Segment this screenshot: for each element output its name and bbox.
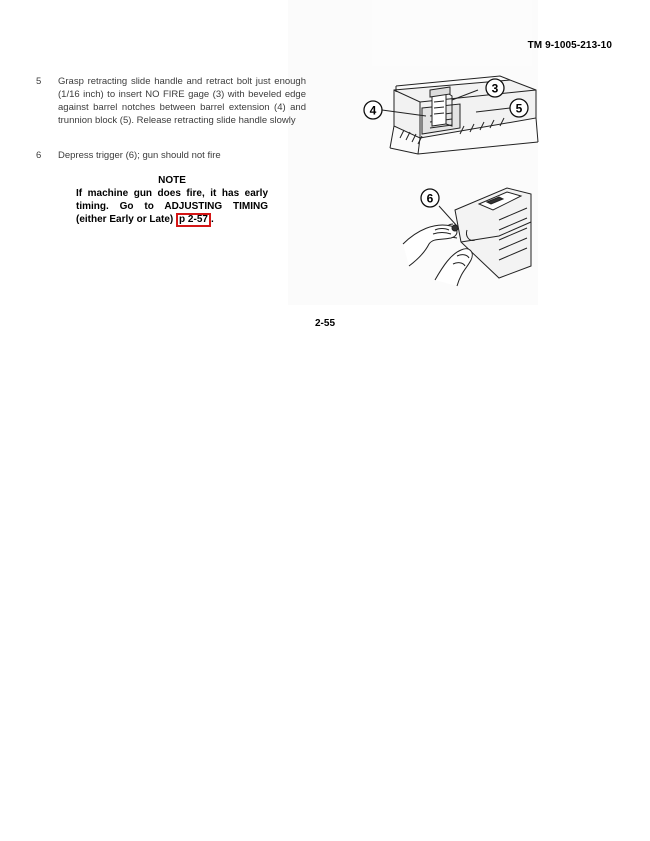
scan-background-top <box>372 0 532 66</box>
gage-installation-illustration <box>360 68 542 158</box>
document-number: TM 9-1005-213-10 <box>527 40 612 51</box>
page-number: 2-55 <box>314 318 335 329</box>
callout-4: 4 <box>369 103 377 118</box>
step-6 <box>36 149 306 162</box>
note-title: NOTE <box>158 175 186 186</box>
callout-3: 3 <box>491 81 499 96</box>
step-number: 5 <box>36 76 42 87</box>
note-block <box>76 174 268 227</box>
note-end: . <box>210 214 214 225</box>
callout-5: 5 <box>515 101 523 116</box>
note-text: If machine gun does fire, it has early timing. Go to ADJUSTING TIMING (either Early or Late) <box>76 188 268 225</box>
page-reference-link[interactable]: p 2-57 <box>176 213 211 227</box>
callout-6: 6 <box>426 191 434 206</box>
step-number: 6 <box>36 150 42 161</box>
trigger-depress-illustration <box>395 180 535 298</box>
step-5 <box>36 75 306 127</box>
note-body <box>76 187 268 227</box>
step-text: Depress trigger (6); gun should not fire <box>58 150 221 161</box>
step-text: Grasp retracting slide handle and retract bolt just enough (1/16 inch) to insert NO FIRE gage (3) with beveled edge against barrel notches between barrel extension (4) and trunnion block (5). Release retracting slide handle slowly <box>58 76 306 126</box>
